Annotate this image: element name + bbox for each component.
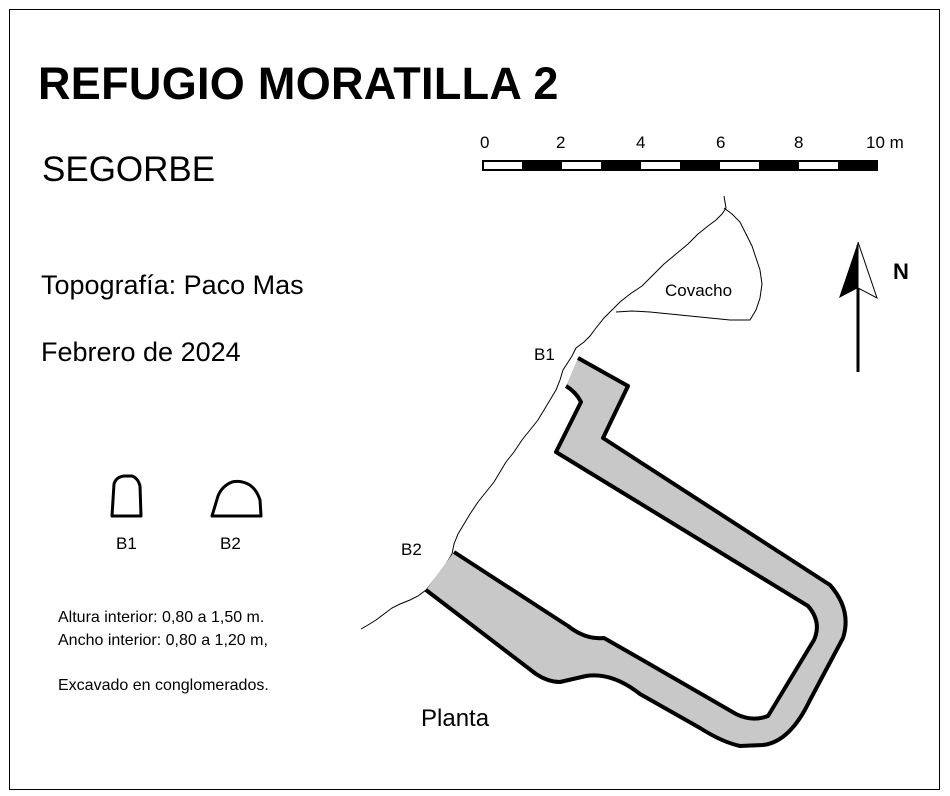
north-label: N	[893, 259, 909, 284]
scale-tick-label: 8	[794, 133, 804, 152]
section-b2-label: B2	[220, 534, 241, 553]
entrance-b1-label: B1	[534, 345, 555, 364]
scale-tick-label: 4	[636, 133, 646, 152]
covacho-outline	[616, 208, 762, 320]
map-title: REFUGIO MORATILLA 2	[38, 58, 559, 109]
plan-view-label: Planta	[421, 705, 490, 732]
scale-tick-label: 10 m	[866, 133, 904, 152]
note-height: Altura interior: 0,80 a 1,50 m.	[58, 609, 265, 626]
location-label: SEGORBE	[42, 150, 216, 189]
section-b1-label: B1	[116, 534, 137, 553]
note-material: Excavado en conglomerados.	[58, 677, 269, 694]
terrain-edge-line	[361, 196, 726, 629]
entrance-b2-label: B2	[401, 540, 422, 559]
survey-credit: Topografía: Paco Mas	[41, 270, 304, 300]
survey-date: Febrero de 2024	[41, 337, 241, 367]
section-b1	[112, 476, 141, 553]
north-arrow-icon	[839, 242, 858, 298]
scale-tick-label: 6	[716, 133, 726, 152]
scale-tick-label: 2	[556, 133, 566, 152]
note-width: Ancho interior: 0,80 a 1,20 m,	[58, 632, 268, 649]
north-arrow	[839, 242, 909, 372]
scale-tick-label: 0	[480, 133, 490, 152]
scale-bar	[480, 133, 904, 170]
covacho-label: Covacho	[665, 281, 733, 300]
section-b2	[212, 481, 261, 553]
